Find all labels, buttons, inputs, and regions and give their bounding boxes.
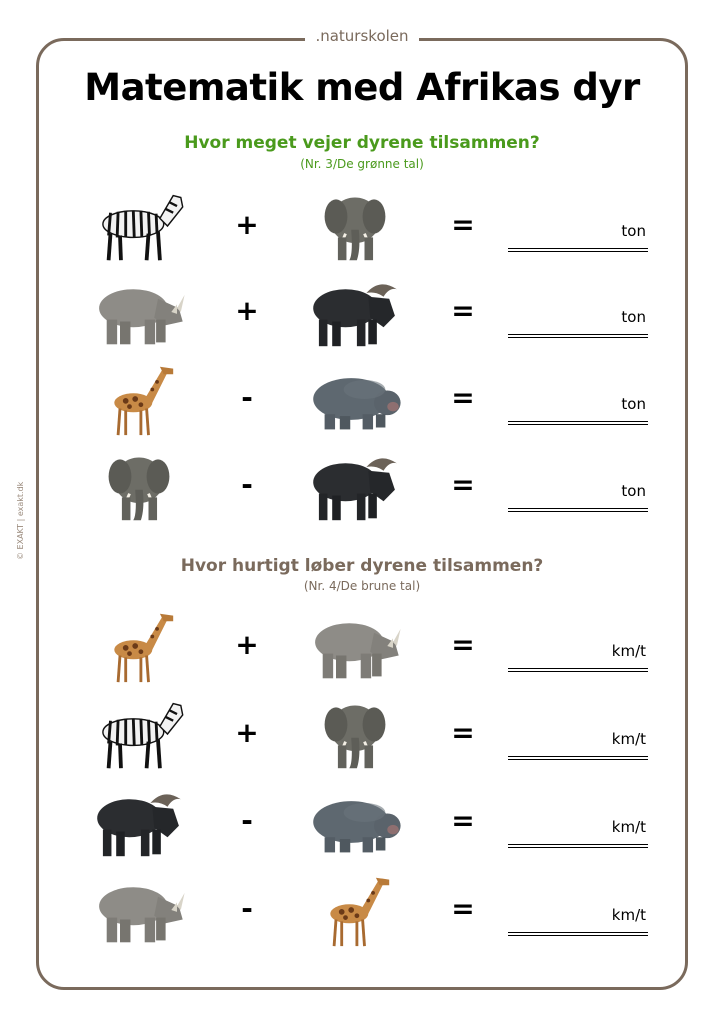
exercise-row [0,361,724,441]
answer-lines [508,334,648,338]
operator-sign: - [241,804,253,837]
unit-label: km/t [611,818,646,836]
brand-logo: .naturskolen [305,22,419,52]
answer-lines [508,421,648,425]
operator-sign: + [235,294,259,327]
rhino-image [300,608,410,684]
equals-sign: = [451,892,475,925]
answer-lines [508,756,648,760]
elephant-image [300,696,410,772]
equals-sign: = [451,716,475,749]
answer-lines [508,932,648,936]
elephant-image [84,448,194,524]
exercise-row [0,188,724,268]
unit-label: km/t [611,906,646,924]
rhino-image [84,274,194,350]
answer-field[interactable] [508,476,648,512]
equals-sign: = [451,804,475,837]
answer-lines [508,508,648,512]
giraffe-image [300,872,410,948]
answer-field[interactable] [508,812,648,848]
unit-label: ton [621,395,646,413]
hippo-image [300,784,410,860]
operator-sign: - [241,381,253,414]
equals-sign: = [451,294,475,327]
equals-sign: = [451,208,475,241]
unit-label: km/t [611,730,646,748]
section-heading-weight: Hvor meget vejer dyrene tilsammen? [184,133,540,153]
unit-label: ton [621,482,646,500]
hippo-image [300,361,410,437]
buffalo-image [84,784,194,860]
exercise-row [0,448,724,528]
buffalo-image [300,448,410,524]
equals-sign: = [451,381,475,414]
zebra-image [84,696,194,772]
giraffe-image [84,361,194,437]
operator-sign: + [235,208,259,241]
answer-field[interactable] [508,302,648,338]
operator-sign: - [241,468,253,501]
page-title: Matematik med Afrikas dyr [84,66,640,109]
equals-sign: = [451,628,475,661]
exercise-row [0,872,724,952]
exercise-row [0,274,724,354]
exercise-row [0,784,724,864]
rhino-image [84,872,194,948]
exercise-row [0,696,724,776]
answer-lines [508,668,648,672]
unit-label: ton [621,308,646,326]
unit-label: km/t [611,642,646,660]
section-subheading-speed: (Nr. 4/De brune tal) [303,579,421,593]
equals-sign: = [451,468,475,501]
answer-field[interactable] [508,389,648,425]
unit-label: ton [621,222,646,240]
answer-field[interactable] [508,900,648,936]
answer-field[interactable] [508,636,648,672]
exercise-row [0,608,724,688]
buffalo-image [300,274,410,350]
operator-sign: - [241,892,253,925]
answer-lines [508,248,648,252]
operator-sign: + [235,628,259,661]
answer-field[interactable] [508,216,648,252]
elephant-image [300,188,410,264]
section-subheading-weight: (Nr. 3/De grønne tal) [300,157,424,171]
copyright-sidebar: © EXAKT | exakt.dk [16,481,25,560]
zebra-image [84,188,194,264]
answer-lines [508,844,648,848]
operator-sign: + [235,716,259,749]
giraffe-image [84,608,194,684]
answer-field[interactable] [508,724,648,760]
section-heading-speed: Hvor hurtigt løber dyrene tilsammen? [180,556,544,576]
